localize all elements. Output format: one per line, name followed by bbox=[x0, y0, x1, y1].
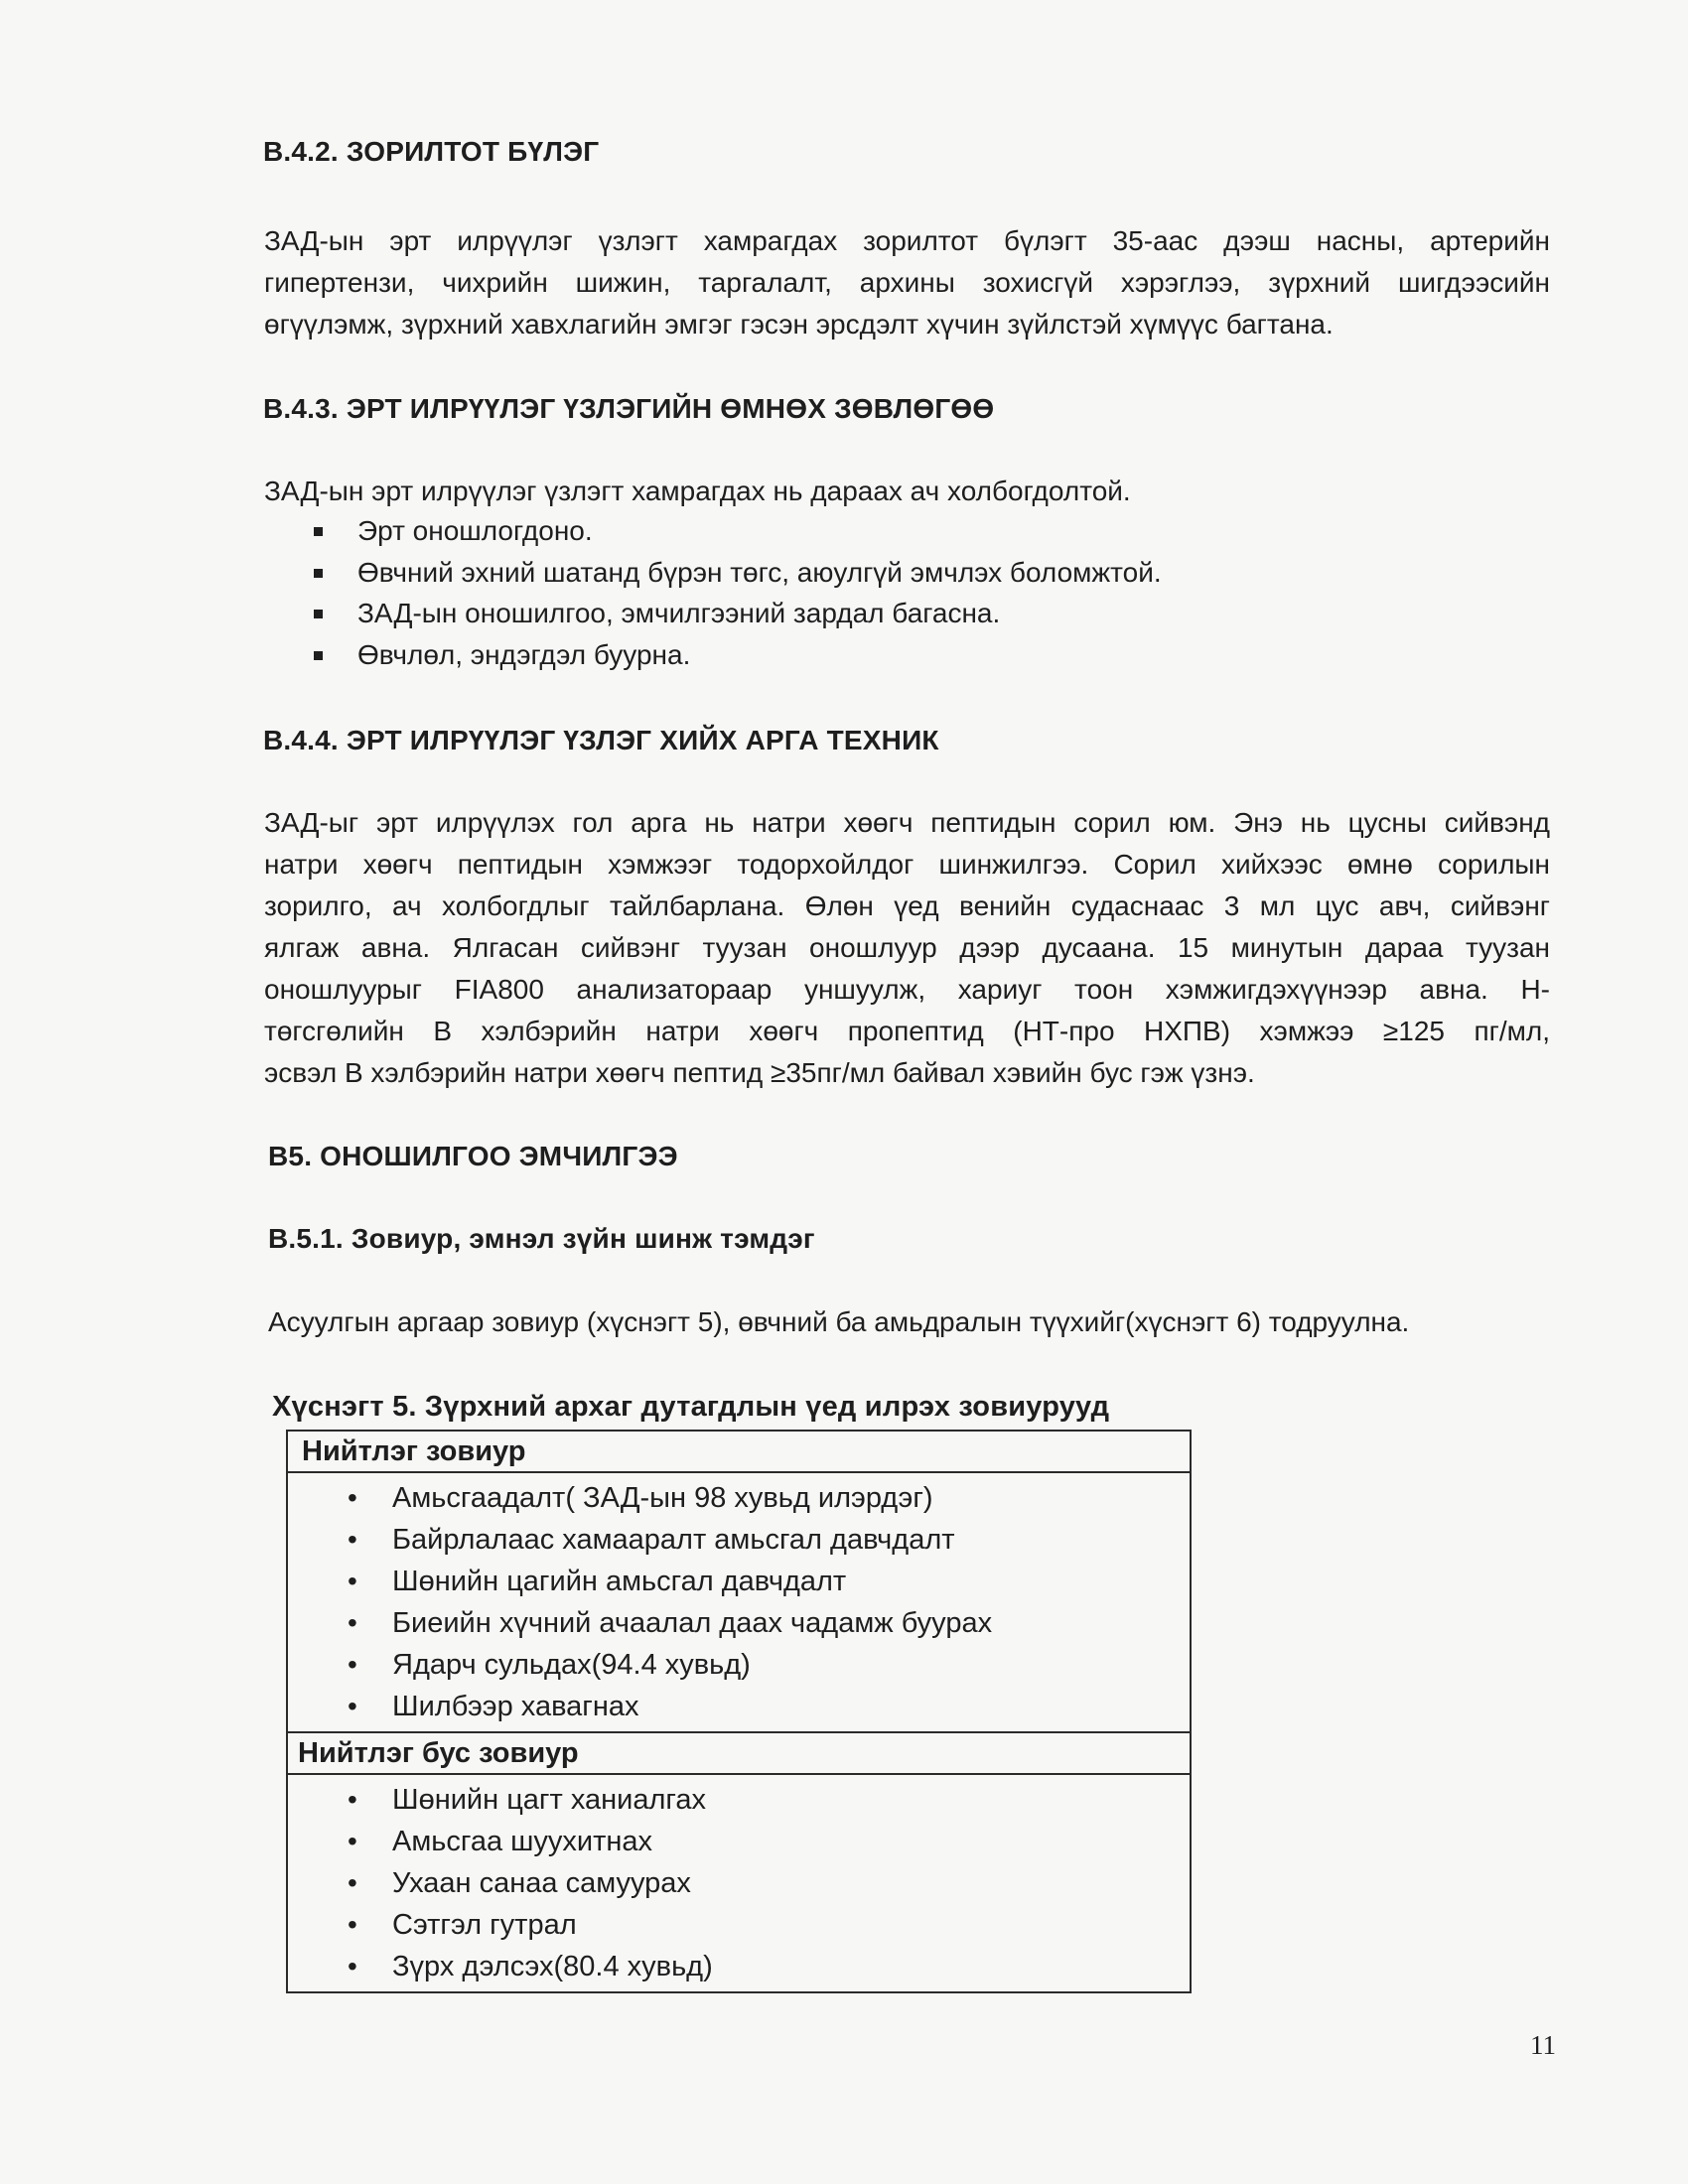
list-item: Өвчний эхний шатанд бүрэн төгс, аюулгүй эмчлэх боломжтой. bbox=[314, 552, 1162, 594]
table-row bbox=[287, 1431, 1191, 1472]
group-title: Нийтлэг бус зовиур bbox=[298, 1737, 579, 1769]
list-item: • Ухаан санаа самуурах bbox=[288, 1862, 1190, 1904]
table-group-header bbox=[287, 1431, 1191, 1472]
table-caption: Хүснэгт 5. Зүрхний архаг дутагдлын үед илрэх зовиурууд bbox=[272, 1391, 1110, 1423]
section-heading-4-4: В.4.4. ЭРТ ИЛРҮҮЛЭГ ҮЗЛЭГ ХИЙХ АРГА ТЕХНИК bbox=[263, 725, 939, 755]
list-item: Эрт оношлогдоно. bbox=[314, 510, 1162, 552]
table-row bbox=[287, 1732, 1191, 1774]
list-item: • Шөнийн цагийн амьсгал давчдалт bbox=[288, 1561, 1190, 1602]
paragraph-line: натри хөөгч пептидын хэмжээг тодорхойлдог шинжилгээ. Сорил хийхээс өмнө сорилын bbox=[264, 849, 1550, 880]
paragraph-line: зорилго, ач холбогдлыг тайлбарлана. Өлөн үед венийн судаснаас 3 мл цус авч, сийвэнг bbox=[264, 890, 1550, 921]
list-item: • Зүрх дэлсэх(80.4 хувьд) bbox=[288, 1946, 1190, 1987]
paragraph-line: өгүүлэмж, зүрхний хавхлагийн эмгэг гэсэн эрсдэлт хүчин зүйлстэй хүмүүс багтана. bbox=[264, 309, 1334, 340]
paragraph-line: эсвэл В хэлбэрийн натри хөөгч пептид ≥35пг/мл байвал хэвийн бус гэж үзнэ. bbox=[264, 1057, 1255, 1088]
table-cell bbox=[287, 1472, 1191, 1732]
list-item: • Байрлалаас хамааралт амьсгал давчдалт bbox=[288, 1519, 1190, 1561]
list-item: • Сэтгэл гутрал bbox=[288, 1904, 1190, 1946]
section-4-2-paragraph bbox=[264, 220, 1550, 345]
page-number: 11 bbox=[1530, 2030, 1556, 2060]
paragraph-line: төгсгөлийн В хэлбэрийн натри хөөгч пропептид (НТ-про НХПВ) хэмжээ ≥125 пг/мл, bbox=[264, 1016, 1550, 1046]
section-5-1-paragraph: Асуулгын аргаар зовиур (хүснэгт 5), өвчний ба амьдралын түүхийг(хүснэгт 6) тодруулна. bbox=[268, 1306, 1410, 1337]
group-title: Нийтлэг зовиур bbox=[302, 1435, 526, 1467]
list-item: • Шөнийн цагт ханиалгах bbox=[288, 1779, 1190, 1821]
symptom-list bbox=[288, 1473, 1190, 1731]
paragraph-line: гипертензи, чихрийн шижин, таргалалт, архины зохисгүй хэрэглээ, зүрхний шигдээсийн bbox=[264, 267, 1550, 298]
section-4-4-paragraph bbox=[264, 802, 1550, 1094]
list-item: • Шилбээр хавагнах bbox=[288, 1686, 1190, 1727]
paragraph-line: ялгаж авна. Ялгасан сийвэнг туузан оношлуур дээр дусаана. 15 минутын дараа туузан bbox=[264, 932, 1550, 963]
section-4-3-intro: ЗАД-ын эрт илрүүлэг үзлэгт хамрагдах нь дараах ач холбогдолтой. bbox=[264, 476, 1131, 506]
benefits-list bbox=[314, 510, 1162, 675]
list-item: • Ядарч сульдах(94.4 хувьд) bbox=[288, 1644, 1190, 1686]
list-item: • Амьсгаадалт( ЗАД-ын 98 хувьд илэрдэг) bbox=[288, 1477, 1190, 1519]
list-item: • Биеийн хүчний ачаалал даах чадамж буурах bbox=[288, 1602, 1190, 1644]
list-item: • Амьсгаа шуухитнах bbox=[288, 1821, 1190, 1862]
section-heading-4-3: В.4.3. ЭРТ ИЛРҮҮЛЭГ ҮЗЛЭГИЙН ӨМНӨХ ЗӨВЛӨГӨӨ bbox=[263, 393, 995, 424]
table-row bbox=[287, 1472, 1191, 1732]
symptom-list bbox=[288, 1775, 1190, 1991]
section-heading-5: В5. ОНОШИЛГОО ЭМЧИЛГЭЭ bbox=[268, 1141, 678, 1171]
paragraph-line: ЗАД-ын эрт илрүүлэг үзлэгт хамрагдах зорилтот бүлэгт 35-аас дээш насны, артерийн bbox=[264, 225, 1550, 256]
symptoms-table bbox=[286, 1430, 1192, 1993]
table-row bbox=[287, 1774, 1191, 1992]
table-cell bbox=[287, 1774, 1191, 1992]
list-item: ЗАД-ын оношилгоо, эмчилгээний зардал багасна. bbox=[314, 593, 1162, 634]
paragraph-line: оношлуурыг FIA800 анализатораар уншуулж, хариуг тоон хэмжигдэхүүнээр авна. Н- bbox=[264, 974, 1550, 1005]
table-group-header bbox=[287, 1732, 1191, 1774]
section-heading-5-1: В.5.1. Зовиур, эмнэл зүйн шинж тэмдэг bbox=[268, 1223, 815, 1254]
section-heading-4-2: В.4.2. ЗОРИЛТОТ БҮЛЭГ bbox=[263, 136, 600, 167]
list-item: Өвчлөл, эндэгдэл буурна. bbox=[314, 634, 1162, 676]
paragraph-line: ЗАД-ыг эрт илрүүлэх гол арга нь натри хөөгч пептидын сорил юм. Энэ нь цусны сийвэнд bbox=[264, 807, 1550, 838]
